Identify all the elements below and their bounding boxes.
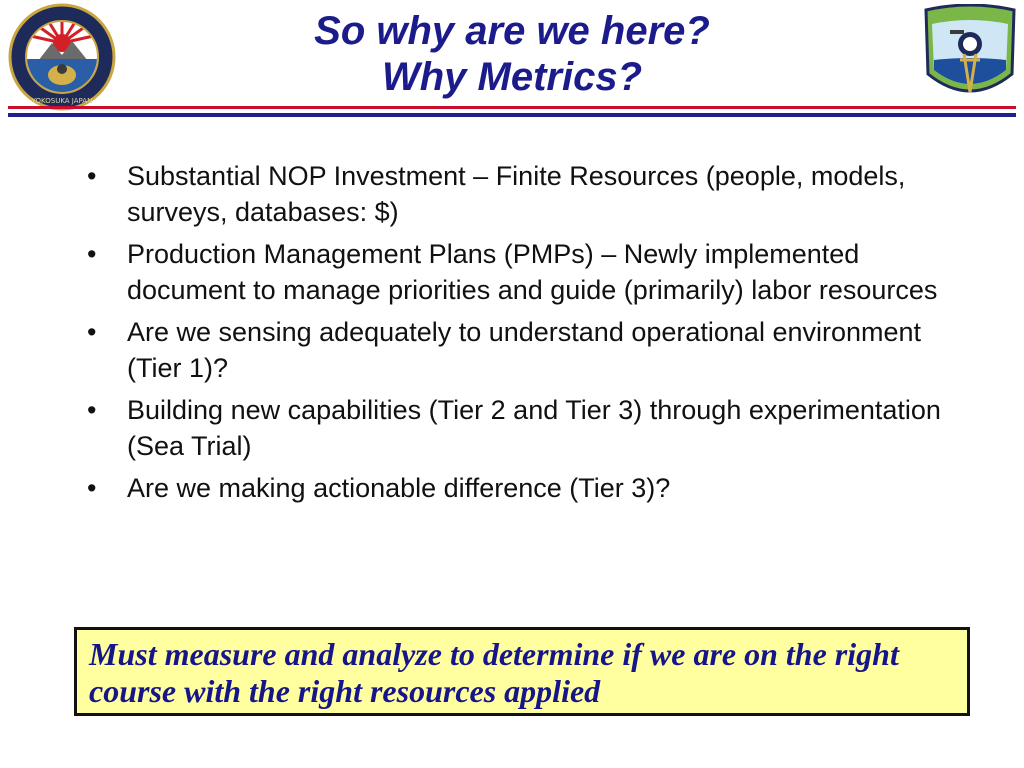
bullet-marker: • <box>87 395 97 425</box>
bullet-marker: • <box>87 161 97 191</box>
bullet-list <box>84 158 964 512</box>
title-line-2: Why Metrics? <box>381 55 643 99</box>
bullet-item: • Are we sensing adequately to understand operational environment (Tier 1)? <box>84 314 964 386</box>
header-rule-red <box>8 106 1016 109</box>
bullet-marker: • <box>87 473 97 503</box>
bullet-item: • Are we making actionable difference (Tier 3)? <box>84 470 964 506</box>
bullet-item: • Building new capabilities (Tier 2 and Tier 3) through experimentation (Sea Trial) <box>84 392 964 464</box>
header-rule-blue <box>8 113 1016 117</box>
title-line-1: So why are we here? <box>314 9 710 53</box>
slide-title <box>140 8 884 100</box>
seal-ring-text: YOKOSUKA JAPAN <box>31 97 93 105</box>
yokosuka-asw-seal-logo <box>8 3 116 111</box>
bullet-item: • Production Management Plans (PMPs) – Newly implemented document to manage priorities and guide (primarily) labor resources <box>84 236 964 308</box>
callout-box: Must measure and analyze to determine if we are on the right course with the right resources applied <box>74 627 970 716</box>
naval-oceanography-asw-center-shield-logo <box>920 4 1020 108</box>
bullet-item: • Substantial NOP Investment – Finite Resources (people, models, surveys, databases: $) <box>84 158 964 230</box>
bullet-marker: • <box>87 317 97 347</box>
bullet-marker: • <box>87 239 97 269</box>
